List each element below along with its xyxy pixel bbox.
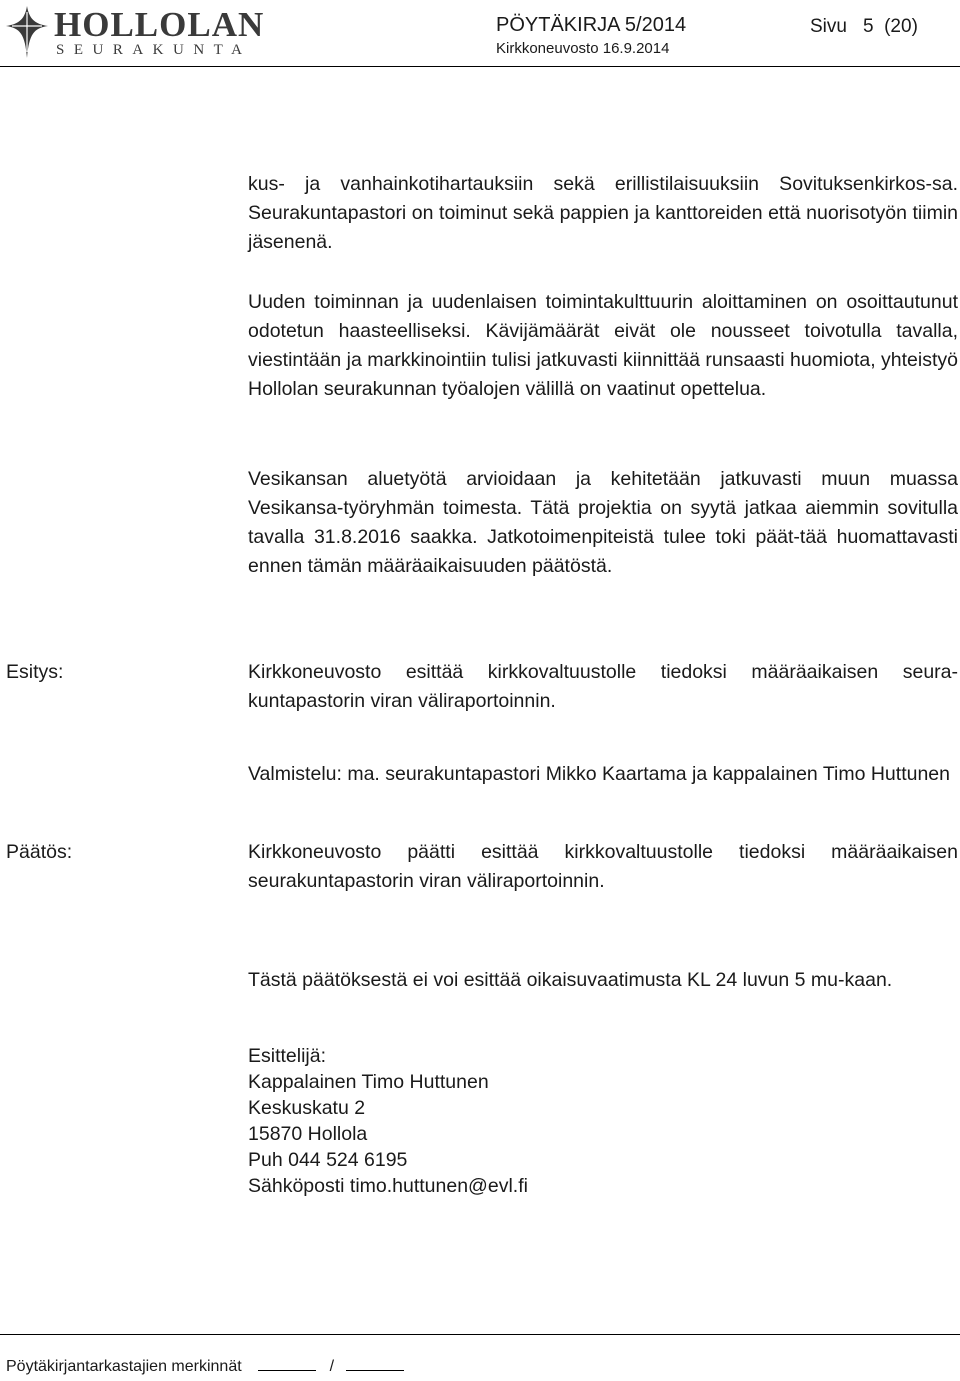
hollolan-seurakunta-logo	[4, 4, 280, 62]
header-rule	[0, 66, 960, 67]
valmistelu-text: Valmistelu: ma. seurakuntapastori Mikko Kaartama ja kappalainen Timo Huttunen	[248, 763, 950, 785]
footer-label: Pöytäkirjantarkastajien merkinnät	[6, 1358, 242, 1375]
contact-city: 15870 Hollola	[248, 1123, 368, 1145]
signature-line-2[interactable]	[346, 1356, 404, 1371]
contact-heading: Esittelijä:	[248, 1045, 327, 1067]
oikaisu-text: Tästä päätöksestä ei voi esittää oikaisuvaatimusta KL 24 luvun 5 mu-kaan.	[248, 969, 893, 991]
paatos-label: Päätös:	[6, 841, 73, 863]
contact-name: Kappalainen Timo Huttunen	[248, 1071, 489, 1093]
document-subtitle: Kirkkoneuvosto 16.9.2014	[496, 40, 670, 57]
footer-rule	[0, 1334, 960, 1335]
paatos-text: Kirkkoneuvosto päätti esittää kirkkovaltuustolle tiedoksi määräaikaisen seurakuntapastorin viran väliraportoinnin.	[248, 841, 958, 892]
page-total: (20)	[884, 16, 918, 37]
page-word: Sivu	[810, 16, 847, 37]
esitys-label: Esitys:	[6, 661, 64, 683]
esitys-text: Kirkkoneuvosto esittää kirkkovaltuustolle tiedoksi määräaikaisen seura-kuntapastorin viran väliraportoinnin.	[248, 661, 958, 712]
page-indicator	[810, 16, 918, 38]
paragraph-3: Vesikansan aluetyötä arvioidaan ja kehitetään jatkuvasti muun muassa Vesikansa-työryhmän toimesta. Tätä projektia on syytä jatkaa aiemmin sovitulla tavalla 31.8.2016 saakka. Jatkotoimenpiteistä tulee toki päät-tää huomattavasti ennen tämän määräaikaisuuden päätöstä.	[248, 468, 958, 577]
contact-phone: Puh 044 524 6195	[248, 1149, 408, 1171]
logo-title: HOLLOLAN	[54, 5, 265, 44]
footer	[6, 1356, 404, 1376]
paragraph-1: kus- ja vanhainkotihartauksiin sekä erillistilaisuuksiin Sovituksenkirkos-sa. Seurakuntapastori on toiminut sekä pappien ja kanttoreiden että nuorisotyön tiimin jäsenenä.	[248, 173, 958, 253]
page-number: 5	[862, 16, 874, 37]
document-title: PÖYTÄKIRJA 5/2014	[496, 14, 687, 36]
contact-email: Sähköposti timo.huttunen@evl.fi	[248, 1175, 528, 1197]
paragraph-2: Uuden toiminnan ja uudenlaisen toimintakulttuurin aloittaminen on osoittautunut odotetun haasteelliseksi. Kävijämäärät eivät ole nousseet toivotulla tavalla, viestintään ja markkinointiin tulisi jatkuvasti kiinnittää runsaasti huomiota, yhteistyö Hollolan seurakunnan työalojen välillä on vaatinut opettelua.	[248, 291, 958, 400]
signature-line-1[interactable]	[258, 1356, 316, 1371]
cross-emblem-icon	[4, 4, 50, 60]
logo-subtitle: SEURAKUNTA	[56, 42, 252, 58]
footer-separator: /	[329, 1358, 335, 1375]
contact-street: Keskuskatu 2	[248, 1097, 366, 1119]
